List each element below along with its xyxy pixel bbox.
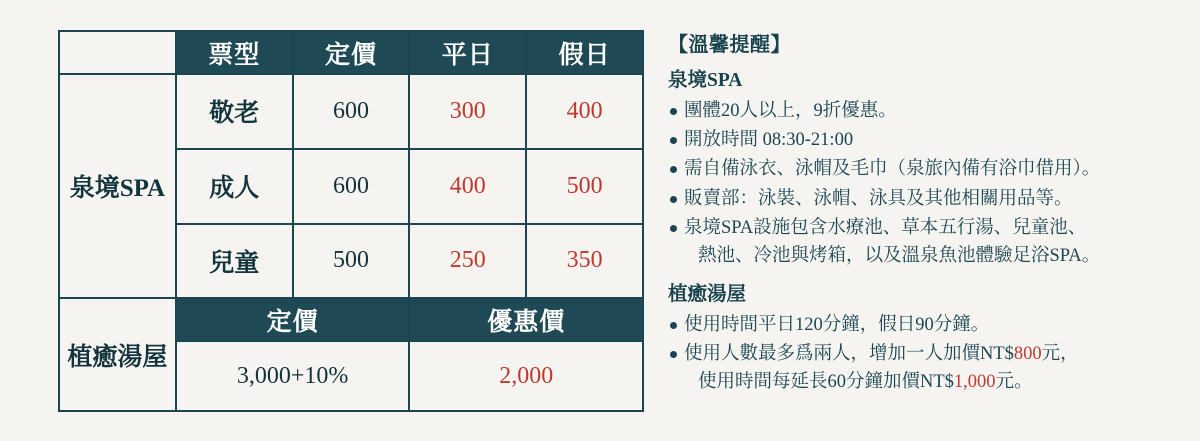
notes-list-spa	[668, 97, 1168, 270]
child-list-price: 500	[293, 224, 410, 299]
bath-extra-person-price: 800	[1013, 344, 1042, 365]
bath-note-text-c: 使用時間每延長60分鐘加價NT$	[698, 372, 954, 393]
senior-list-price: 600	[293, 74, 410, 149]
notes-section-heading-spa: 泉境SPA	[668, 70, 743, 91]
notes-list-bath-room	[668, 311, 1168, 396]
list-item	[668, 214, 1168, 270]
list-item: 需自備泳衣、泳帽及毛巾（泉旅內備有浴巾借用）。	[668, 155, 1168, 183]
senior-weekend-price: 400	[526, 74, 643, 149]
column-header-list-price: 定價	[293, 31, 410, 74]
bath-note-text-a: 使用人數最多爲兩人，增加一人加價NT$	[684, 344, 1014, 365]
list-item: 開放時間 08:30-21:00	[668, 126, 1168, 154]
list-item-line1: 泉境SPA設施包含水療池、草本五行湯、兒童池、	[684, 217, 1087, 238]
ticket-type-senior: 敬老	[176, 74, 293, 149]
column-header-weekend: 假日	[526, 31, 643, 74]
senior-weekday-price: 300	[409, 74, 526, 149]
list-item: 團體20人以上，9折優惠。	[668, 97, 1168, 125]
notes-title: 【溫馨提醒】	[668, 34, 791, 56]
bath-extension-price: 1,000	[953, 372, 996, 393]
column-header-bath-list-price: 定價	[176, 298, 410, 341]
list-item: 使用時間平日120分鐘，假日90分鐘。	[668, 311, 1168, 339]
adult-weekday-price: 400	[409, 149, 526, 224]
table-row	[59, 74, 643, 149]
price-table	[58, 30, 644, 412]
notes-panel	[668, 30, 1168, 397]
row-group-label-bath-room: 植癒湯屋	[59, 298, 176, 411]
child-weekday-price: 250	[409, 224, 526, 299]
bath-note-text-d: 元。	[995, 372, 1033, 393]
list-item-line2: 熱池、冷池與烤箱，以及溫泉魚池體驗足浴SPA。	[698, 245, 1101, 266]
ticket-type-adult: 成人	[176, 149, 293, 224]
bath-note-text-b: 元，	[1041, 344, 1079, 365]
adult-list-price: 600	[293, 149, 410, 224]
column-header-bath-special-price: 優惠價	[409, 298, 643, 341]
column-header-weekday: 平日	[409, 31, 526, 74]
table-corner-cell	[59, 31, 176, 74]
table-header-row	[59, 31, 643, 74]
child-weekend-price: 350	[526, 224, 643, 299]
column-header-ticket-type: 票型	[176, 31, 293, 74]
list-item	[668, 340, 1168, 396]
row-group-label-spa: 泉境SPA	[59, 74, 176, 298]
bath-special-price: 2,000	[409, 341, 643, 411]
list-item: 販賣部：泳裝、泳帽、泳具及其他相關用品等。	[668, 185, 1168, 213]
bath-list-price: 3,000+10%	[176, 341, 410, 411]
adult-weekend-price: 500	[526, 149, 643, 224]
ticket-type-child: 兒童	[176, 224, 293, 299]
bath-note-line2	[684, 368, 1168, 396]
notes-section-heading-bath-room: 植癒湯屋	[668, 283, 747, 305]
table-subheader-row	[59, 298, 643, 341]
price-table-container	[58, 30, 644, 412]
